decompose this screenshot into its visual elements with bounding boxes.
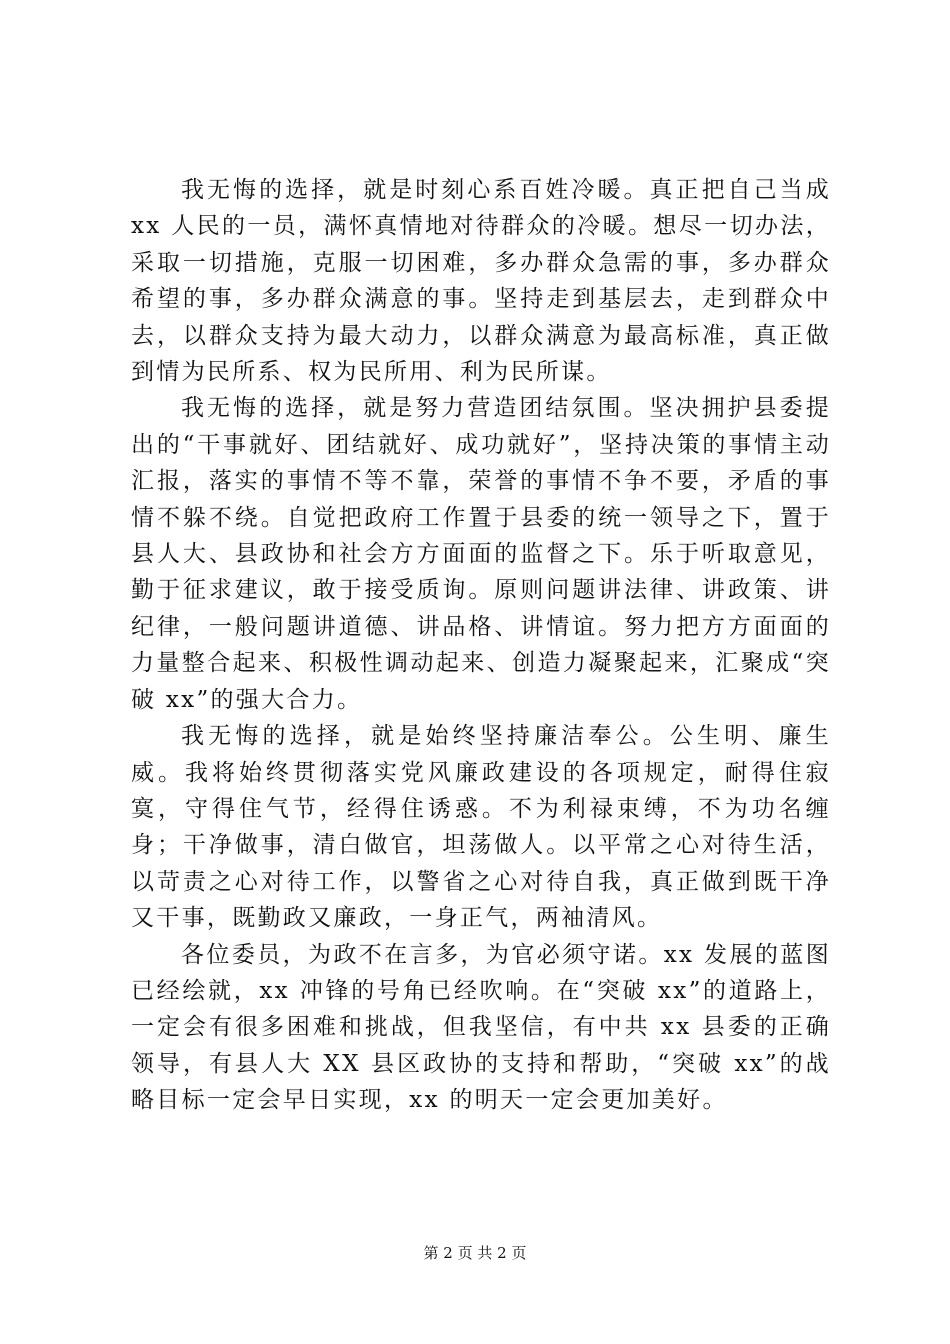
paragraph-4: 各位委员，为政不在言多，为官必须守诺。xx 发展的蓝图已经绘就，xx 冲锋的号角已经吹响。在“突破 xx”的道路上，一定会有很多困难和挑战，但我坚信，有中共 xx 县委的正确领导，有县人大 XX 县区政协的支持和帮助，“突破 xx”的战略目标一定会早日实现，xx 的明天一定会更加美好。: [131, 941, 831, 1114]
document-body: [131, 172, 831, 1119]
paragraph-3: 我无悔的选择，就是始终坚持廉洁奉公。公生明、廉生威。我将始终贯彻落实党风廉政建设的各项规定，耐得住寂寞，守得住气节，经得住诱惑。不为利禄束缚，不为功名缠身；干净做事，清白做官，坦荡做人。以平常之心对待生活，以苛责之心对待工作，以警省之心对待自我，真正做到既干净又干事，既勤政又廉政，一身正气，两袖清风。: [131, 723, 831, 932]
paragraph-2: 我无悔的选择，就是努力营造团结氛围。坚决拥护县委提出的“干事就好、团结就好、成功就好”，坚持决策的事情主动汇报，落实的事情不等不靠，荣誉的事情不争不要，矛盾的事情不躲不绕。自觉把政府工作置于县委的统一领导之下，置于县人大、县政协和社会方方面面的监督之下。乐于听取意见，勤于征求建议，敢于接受质询。原则问题讲法律、讲政策、讲纪律，一般问题讲道德、讲品格、讲情谊。努力把方方面面的力量整合起来、积极性调动起来、创造力凝聚起来，汇聚成“突破 xx”的强大合力。: [131, 395, 831, 713]
page-footer: [0, 1243, 950, 1263]
paragraph-1: 我无悔的选择，就是时刻心系百姓冷暖。真正把自己当成 xx 人民的一员，满怀真情地对待群众的冷暖。想尽一切办法，采取一切措施，克服一切困难，多办群众急需的事，多办群众希望的事，多办群众满意的事。坚持走到基层去，走到群众中去，以群众支持为最大动力，以群众满意为最高标准，真正做到情为民所系、权为民所用、利为民所谋。: [131, 177, 831, 386]
page-number-label: 第 2 页 共 2 页: [423, 1244, 527, 1262]
